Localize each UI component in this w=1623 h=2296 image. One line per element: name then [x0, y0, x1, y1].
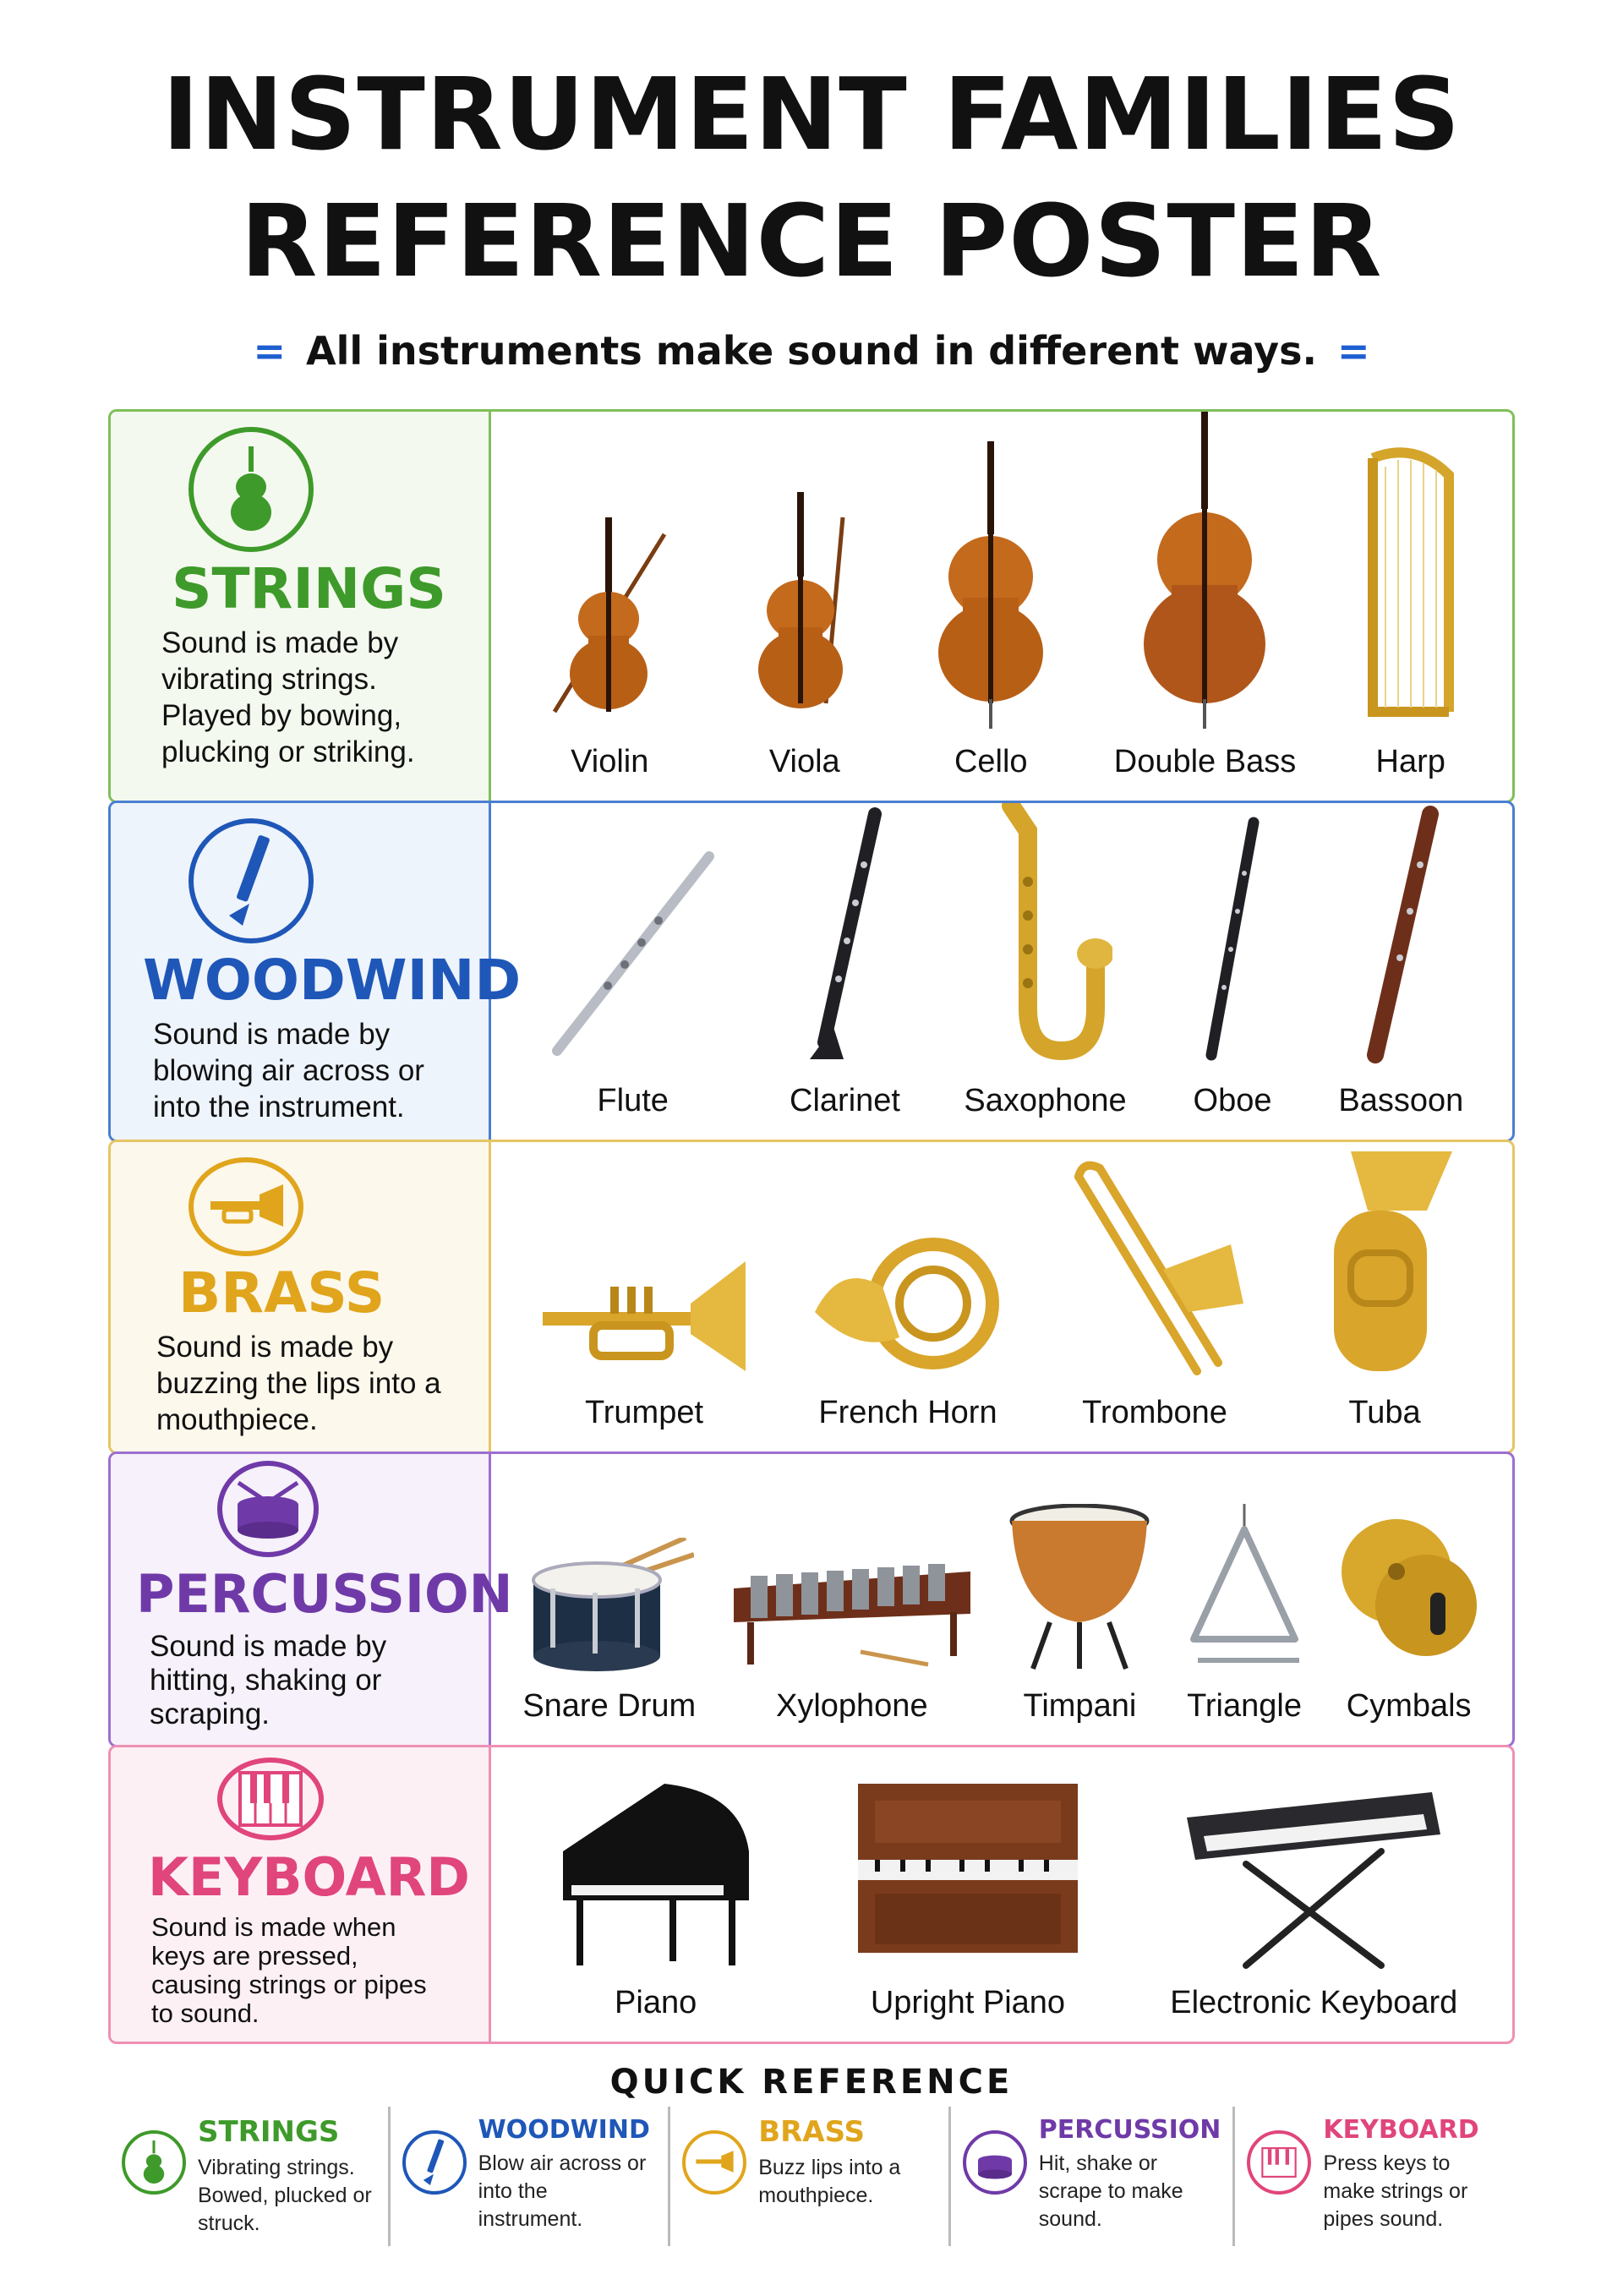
clarinet-illustration	[795, 806, 896, 1068]
instrument-xylophone	[725, 1546, 979, 1725]
violin-icon	[189, 427, 314, 552]
instrument-trombone	[1062, 1160, 1248, 1431]
family-row-percussion	[108, 1451, 1515, 1747]
quick-name-woodwind: WOODWIND	[478, 2115, 650, 2145]
family-desc-brass: Sound is made by buzzing the lips into a mouthpiece.	[156, 1331, 441, 1436]
accent-dashes-left: =	[253, 328, 286, 374]
instrument-upright-piano	[841, 1775, 1095, 2021]
quick-desc-strings: Vibrating strings. Bowed, plucked or struck.	[198, 2156, 372, 2235]
quick-desc-percussion: Hit, shake or scrape to make sound.	[1038, 2151, 1183, 2231]
family-desc-percussion: Sound is made by hitting, shaking or scraping.	[150, 1630, 387, 1730]
timpani-illustration	[1008, 1504, 1151, 1673]
trumpet-icon	[189, 1157, 303, 1256]
upright-piano-illustration	[841, 1775, 1095, 1970]
instrument-harp	[1356, 441, 1466, 780]
family-name-woodwind: WOODWIND	[143, 948, 522, 1013]
family-label-brass	[111, 1142, 491, 1451]
instrument-french-horn	[806, 1211, 1009, 1431]
instrument-name-xylophone: Xylophone	[775, 1688, 928, 1724]
quick-reference-strip	[110, 2107, 1513, 2246]
instrument-name-electronic-keyboard: Electronic Keyboard	[1170, 1985, 1458, 2020]
oboe-illustration	[1190, 814, 1275, 1068]
instrument-name-double-bass: Double Bass	[1113, 744, 1297, 779]
instrument-piano	[546, 1775, 766, 2021]
family-name-keyboard: KEYBOARD	[148, 1846, 470, 1908]
quick-name-strings: STRINGS	[198, 2115, 340, 2149]
instrument-name-saxophone: Saxophone	[964, 1083, 1127, 1118]
family-name-percussion: PERCUSSION	[136, 1563, 513, 1625]
instrument-triangle	[1181, 1504, 1308, 1725]
trumpet-illustration	[534, 1227, 754, 1380]
instrument-violin	[538, 500, 681, 780]
quick-card-brass	[670, 2107, 951, 2246]
subtitle-text: All instruments make sound in different ways.	[306, 328, 1317, 374]
instrument-name-upright-piano: Upright Piano	[870, 1985, 1066, 2020]
family-row-brass	[108, 1140, 1515, 1454]
instrument-name-bassoon: Bassoon	[1338, 1083, 1464, 1118]
clarinet-icon	[402, 2130, 467, 2195]
violin-illustration	[538, 500, 681, 729]
instrument-name-cymbals: Cymbals	[1346, 1688, 1472, 1724]
instrument-saxophone	[964, 801, 1126, 1119]
quick-card-woodwind	[391, 2107, 671, 2246]
instrument-electronic-keyboard	[1170, 1784, 1457, 2021]
drum-icon	[963, 2130, 1027, 2195]
poster-title-line-2: REFERENCE POSTER	[240, 183, 1383, 299]
drum-icon	[217, 1461, 319, 1557]
instrument-flute	[540, 839, 726, 1119]
instrument-cymbals	[1337, 1512, 1481, 1725]
trombone-illustration	[1062, 1160, 1248, 1380]
instrument-cello	[927, 441, 1054, 780]
instrument-list-brass	[491, 1142, 1512, 1451]
family-label-percussion	[111, 1454, 513, 1745]
cello-illustration	[927, 441, 1054, 729]
family-desc-strings: Sound is made by vibrating strings. Played by bowing, plucking or striking.	[161, 626, 415, 768]
piano-keys-icon	[217, 1758, 324, 1840]
bassoon-illustration	[1354, 806, 1447, 1068]
instrument-name-oboe: Oboe	[1193, 1083, 1272, 1118]
instrument-list-percussion	[491, 1454, 1512, 1745]
instrument-oboe	[1190, 814, 1275, 1119]
instrument-snare-drum	[522, 1538, 696, 1725]
piano-keys-icon	[1247, 2130, 1311, 2195]
quick-card-keyboard	[1235, 2107, 1513, 2246]
clarinet-icon	[189, 818, 314, 943]
instrument-name-harp: Harp	[1375, 744, 1445, 779]
instrument-name-snare-drum: Snare Drum	[522, 1688, 697, 1724]
family-label-woodwind	[111, 803, 522, 1140]
family-desc-woodwind: Sound is made by blowing air across or into the instrument.	[153, 1018, 424, 1123]
quick-desc-keyboard: Press keys to make strings or pipes sound.	[1323, 2151, 1468, 2231]
instrument-name-flute: Flute	[597, 1083, 669, 1118]
viola-illustration	[741, 484, 868, 729]
instrument-name-trombone: Trombone	[1082, 1395, 1227, 1430]
quick-desc-brass: Buzz lips into a mouthpiece.	[758, 2156, 901, 2207]
family-name-brass: BRASS	[178, 1260, 385, 1326]
instrument-bassoon	[1338, 806, 1463, 1119]
quick-reference-title: QUICK REFERENCE	[609, 2063, 1014, 2102]
tuba-illustration	[1300, 1151, 1469, 1380]
instrument-name-tuba: Tuba	[1348, 1395, 1421, 1430]
quick-name-keyboard: KEYBOARD	[1323, 2115, 1479, 2145]
family-row-strings	[108, 409, 1515, 803]
instrument-name-clarinet: Clarinet	[790, 1083, 900, 1118]
instrument-list-strings	[491, 412, 1512, 801]
instrument-name-trumpet: Trumpet	[584, 1395, 704, 1430]
family-label-strings	[111, 412, 491, 801]
instrument-timpani	[1008, 1504, 1151, 1725]
instrument-tuba	[1300, 1151, 1469, 1431]
xylophone-illustration	[725, 1546, 979, 1673]
flute-illustration	[540, 839, 726, 1068]
family-row-woodwind	[108, 801, 1515, 1142]
poster-title-line-1: INSTRUMENT FAMILIES	[161, 56, 1462, 172]
instrument-name-french-horn: French Horn	[818, 1395, 997, 1430]
instrument-name-cello: Cello	[954, 744, 1028, 779]
family-table	[108, 409, 1515, 2042]
poster-title	[0, 51, 1623, 304]
instrument-double-bass	[1114, 409, 1296, 780]
trumpet-icon	[682, 2130, 746, 2195]
instrument-list-woodwind	[491, 803, 1512, 1140]
quick-card-strings	[110, 2107, 391, 2246]
snare-drum-illustration	[525, 1538, 694, 1673]
instrument-name-violin: Violin	[571, 744, 649, 779]
grand-piano-illustration	[546, 1775, 766, 1970]
double-bass-illustration	[1133, 409, 1276, 729]
instrument-name-triangle: Triangle	[1187, 1688, 1302, 1724]
instrument-clarinet	[790, 806, 900, 1119]
family-desc-keyboard: Sound is made when keys are pressed, causing strings or pipes to sound.	[151, 1912, 427, 2028]
electronic-keyboard-illustration	[1178, 1784, 1449, 1970]
instrument-list-keyboard	[491, 1747, 1512, 2042]
violin-icon	[122, 2130, 186, 2195]
quick-card-percussion	[951, 2107, 1236, 2246]
triangle-illustration	[1181, 1504, 1308, 1673]
saxophone-illustration	[977, 801, 1112, 1068]
instrument-name-viola: Viola	[768, 744, 840, 779]
harp-illustration	[1356, 441, 1466, 729]
family-label-keyboard	[111, 1747, 491, 2042]
family-name-strings: STRINGS	[172, 556, 446, 621]
quick-name-brass: BRASS	[758, 2115, 866, 2149]
accent-dashes-right: =	[1336, 328, 1370, 374]
family-row-keyboard	[108, 1745, 1515, 2044]
instrument-name-timpani: Timpani	[1023, 1688, 1137, 1724]
instrument-name-piano: Piano	[615, 1985, 697, 2020]
instrument-viola	[741, 484, 868, 780]
quick-name-percussion: PERCUSSION	[1038, 2115, 1221, 2145]
cymbals-illustration	[1337, 1512, 1481, 1673]
instrument-trumpet	[534, 1227, 754, 1431]
french-horn-illustration	[806, 1211, 1009, 1380]
quick-desc-woodwind: Blow air across or into the instrument.	[478, 2151, 647, 2231]
poster-subtitle	[0, 328, 1623, 374]
